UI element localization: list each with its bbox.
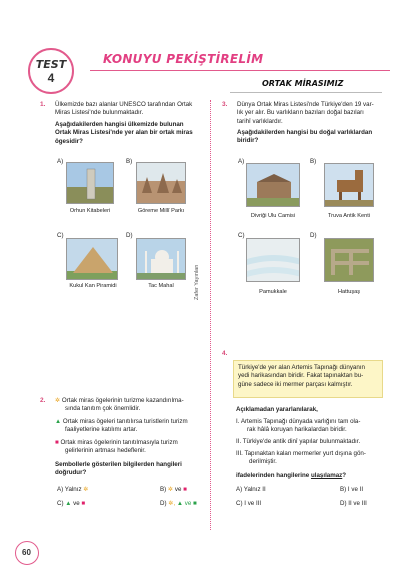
q1-option-d-caption: Tac Mahal	[148, 283, 174, 289]
sun-symbol-icon: ✲	[55, 397, 61, 404]
q4-number: 4.	[222, 350, 228, 357]
q4-statement-3: III. Tapınaktan kalan mermerler yurt dışına gön- derilmiştir.	[236, 450, 366, 466]
q1-number: 1.	[40, 101, 46, 108]
column-divider	[210, 100, 211, 530]
test-badge	[28, 48, 74, 94]
q3-number: 3.	[222, 101, 228, 108]
page-number: 60	[22, 548, 31, 557]
q1-option-d-letter[interactable]: D)	[126, 232, 133, 239]
pamukkale-image	[246, 238, 300, 282]
q3-option-c-letter[interactable]: C)	[238, 232, 245, 239]
section-rule	[230, 92, 382, 93]
q4-statement-1: I. Artemis Tapınağı dünyada varlığını tam ola- rak hâlâ koruyan harikalardan biridir.	[236, 418, 361, 434]
troy-horse-image	[324, 163, 374, 207]
q4-answer-c[interactable]: C) I ve III	[236, 500, 262, 507]
q2-item-2: ▲ Ortak miras ögeleri tanıtılırsa turistlerin turizm faaliyetlerine katılımı artar.	[55, 418, 188, 434]
q4-box-text: Türkiye'de yer alan Artemis Tapınağı dünyanın yedi harikasından biridir. Fakat tapınaktan bu- güne sadece iki mermer parçası kalmıştır.	[238, 364, 365, 388]
q1-option-a-caption: Orhun Kitabeleri	[69, 208, 111, 214]
q4-answer-b[interactable]: B) I ve II	[340, 486, 364, 493]
q3-question: Aşağıdakilerden hangisi bu doğal varlıklardan biridir?	[237, 129, 373, 145]
page-title: KONUYU PEKİŞTİRELİM	[103, 52, 264, 66]
q2-answer-a[interactable]: A) Yalnız ✲	[57, 486, 89, 493]
q1-option-c-caption: Kukul Kan Piramidi	[69, 283, 117, 289]
q1-question: Aşağıdakilerden hangisi ülkemizde bulunan Ortak Miras Listesi'nde yer alan bir ortak miras ögesidir?	[55, 121, 193, 145]
section-title: ORTAK MİRASIMIZ	[262, 79, 344, 88]
q2-item-1: ✲ Ortak miras ögelerinin turizme kazandırılma- sında tanıtım çok önemlidir.	[55, 397, 184, 413]
q3-option-a-caption: Divriği Ulu Camisi	[250, 213, 296, 219]
q1-option-a-letter[interactable]: A)	[57, 158, 64, 165]
q4-lead: Açıklamadan yararlanılarak,	[236, 406, 318, 413]
test-number: 4	[47, 71, 55, 85]
kukulkan-pyramid-image	[66, 238, 118, 280]
q1-option-c-letter[interactable]: C)	[57, 232, 64, 239]
q2-answer-c[interactable]: C) ▲ ve ■	[57, 500, 86, 507]
q4-answer-a[interactable]: A) Yalnız II	[236, 486, 266, 493]
q3-option-b-letter[interactable]: B)	[310, 158, 317, 165]
q2-number: 2.	[40, 397, 46, 404]
q3-option-a-letter[interactable]: A)	[238, 158, 245, 165]
q3-option-d-caption: Hattuşaş	[337, 289, 361, 295]
q1-option-b-letter[interactable]: B)	[126, 158, 133, 165]
divrigi-mosque-image	[246, 163, 300, 207]
hattusas-image	[324, 238, 374, 282]
q3-option-d-letter[interactable]: D)	[310, 232, 317, 239]
q4-statement-2: II. Türkiye'de antik dinî yapılar bulunmaktadır.	[236, 438, 361, 445]
square-symbol-icon: ■	[55, 439, 59, 446]
q3-option-b-caption: Truva Antik Kenti	[327, 213, 371, 219]
q1-stem: Ülkemizde bazı alanlar UNESCO tarafından Ortak Miras Listesi'nde bulunmaktadır.	[55, 101, 193, 117]
test-label: TEST	[35, 58, 67, 71]
header-divider	[90, 70, 390, 71]
q2-answer-d[interactable]: D) ✲, ▲ ve ■	[160, 500, 197, 507]
publisher-side-text: Zafer Yayınları	[194, 264, 200, 300]
taj-mahal-image	[136, 238, 186, 280]
goreme-image	[136, 162, 186, 204]
q3-stem: Dünya Ortak Miras Listesi'nde Türkiye'den 19 var- lık yer alır. Bu varlıkların bazıları doğal bazıları tarihî varlıklardır.	[237, 101, 374, 125]
q2-item-3: ■ Ortak miras ögelerinin tanıtılmasıyla turizm gelirlerinin artması hedeflenir.	[55, 439, 178, 455]
q4-question: ifadelerinden hangilerine ulaşılamaz?	[236, 472, 347, 479]
q3-option-c-caption: Pamukkale	[259, 289, 287, 295]
q2-question: Sembollerle gösterilen bilgilerden hangileri doğrudur?	[55, 461, 182, 477]
q2-answer-b[interactable]: B) ✲ ve ■	[160, 486, 187, 493]
page-number-badge	[15, 541, 39, 565]
triangle-symbol-icon: ▲	[55, 418, 62, 425]
orhun-inscription-image	[66, 162, 114, 204]
q4-answer-d[interactable]: D) II ve III	[340, 500, 367, 507]
q1-option-b-caption: Göreme Millî Parkı	[137, 208, 185, 214]
